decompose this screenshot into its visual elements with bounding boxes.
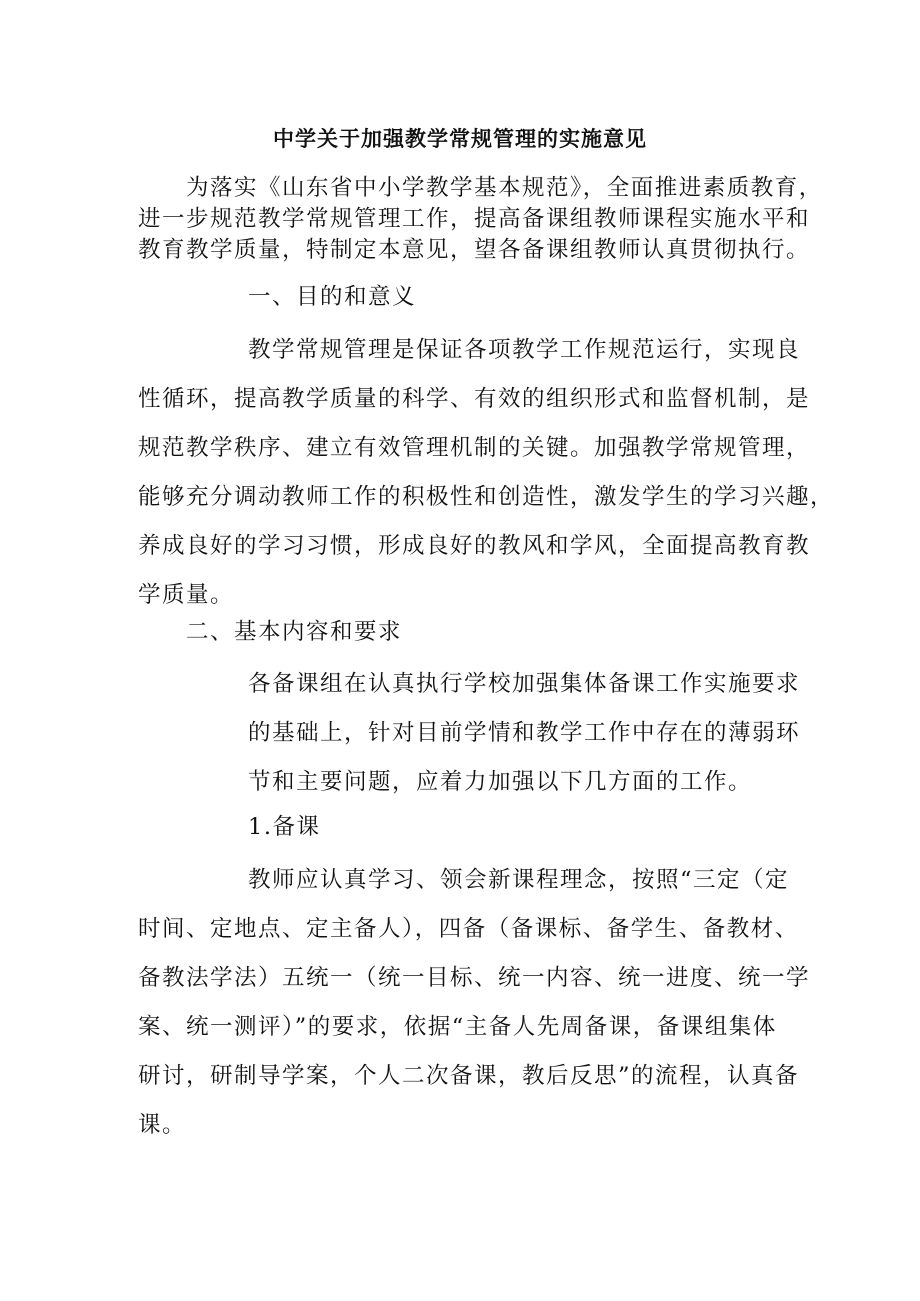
paragraph-line: 案、统一测评）”的要求，依据“主备人先周备课，备课组集体	[138, 1014, 777, 1040]
section-heading-purpose	[248, 282, 416, 312]
intro-line: 教育教学质量，特制定本意见，望各备课组教师认真贯彻执行。	[138, 237, 811, 263]
subsection-paragraph-lesson-prep	[138, 856, 810, 1150]
paragraph-line: 节和主要问题，应着力加强以下几方面的工作。	[248, 769, 753, 795]
section-heading-text: 一、目的和意义	[248, 284, 417, 310]
paragraph-line: 教学常规管理是保证各项教学工作规范运行，实现良	[248, 337, 801, 363]
paragraph-line: 时间、定地点、定主备人），四备（备课标、备学生、备教材、	[138, 916, 799, 942]
paragraph-line: 养成良好的学习习惯，形成良好的教风和学风，全面提高教育教	[138, 533, 811, 559]
section-heading-requirements	[186, 617, 402, 647]
paragraph-line: 备教法学法）五统一（统一目标、统一内容、统一进度、统一学	[138, 965, 811, 991]
section-paragraph-requirements	[248, 660, 800, 807]
paragraph-line: 研讨，研制导学案，个人二次备课，教后反思”的流程，认真备	[138, 1063, 800, 1089]
subsection-heading-lesson-prep	[248, 812, 320, 842]
paragraph-line: 能够充分调动教师工作的积极性和创造性，激发学生的学习兴趣，	[138, 484, 835, 510]
paragraph-line: 各备课组在认真执行学校加强集体备课工作实施要求	[248, 671, 801, 697]
subsection-heading-text: 1.备课	[248, 814, 321, 840]
section-heading-text: 二、基本内容和要求	[186, 619, 403, 645]
document-title: 中学关于加强教学常规管理的实施意见	[273, 126, 647, 151]
paragraph-line: 教师应认真学习、领会新课程理念，按照“三定（定	[248, 867, 790, 893]
paragraph-line: 性循环，提高教学质量的科学、有效的组织形式和监督机制，是	[138, 386, 811, 412]
section-paragraph-purpose	[138, 326, 834, 620]
intro-line: 为落实《山东省中小学教学基本规范》，全面推进素质教育，	[186, 175, 823, 201]
paragraph-line: 的基础上，针对目前学情和教学工作中存在的薄弱环	[248, 720, 801, 746]
paragraph-line: 学质量。	[138, 582, 235, 608]
paragraph-line: 课。	[138, 1112, 187, 1138]
intro-line: 进一步规范教学常规管理工作，提高备课组教师课程实施水平和	[138, 206, 811, 232]
paragraph-line: 规范教学秩序、建立有效管理机制的关键。加强教学常规管理，	[138, 435, 811, 461]
intro-paragraph	[138, 173, 823, 266]
